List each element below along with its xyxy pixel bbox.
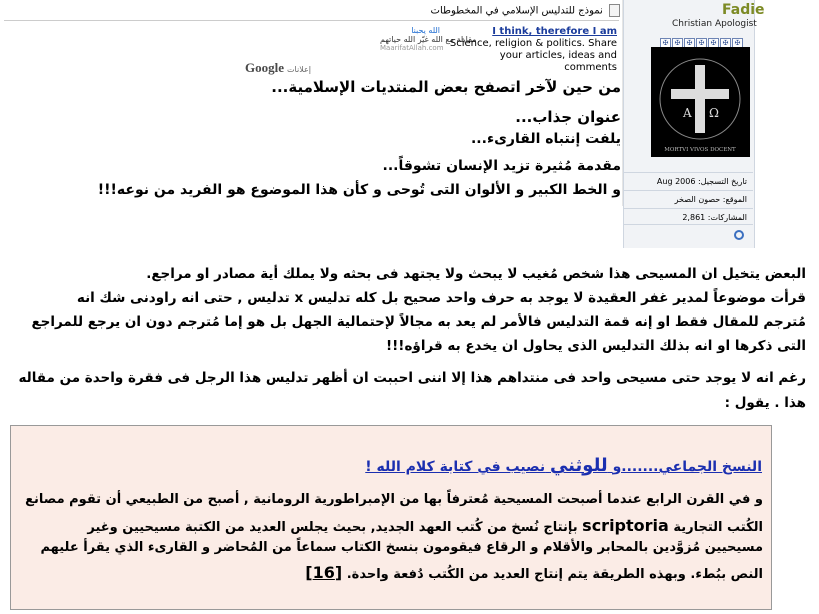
rank-star-icon: ✠ [684,38,695,49]
rank-star-icon: ✠ [672,38,683,49]
profile-location [623,190,753,207]
cross-avatar-icon [651,47,750,157]
body-line: هذا . يقول : [724,395,806,411]
rank-star-icon: ✠ [708,38,719,49]
quote-line [305,563,763,582]
quote-title-part: نصيب في كتابة كلام الله ! [365,459,546,475]
ad-text: مقابلة مع الله غيّر الله حياتهم [380,35,477,44]
omega-letter: Ω [709,106,719,120]
location-value: حصون الصخر [674,195,721,204]
body-line: التى ذكرها او انه بذلك التدليس الذى يحاول ان يخدع به قراؤه!!! [385,338,806,354]
rank-star-icon: ✠ [660,38,671,49]
body-line: رغم انه لا يوجد حتى مسيحى واحد فى منتداهم هذا إلا اننى احببت ان أظهر تدليس هذا الرجل فى فقرة واحدة من مقاله [18,370,806,386]
alpha-letter: A [683,106,692,120]
quote-latin-term: scriptoria [582,516,669,535]
google-logo: Google [245,60,284,75]
post-line-5: و الخط الكبير و الألوان التى تُوحى و كأن هذا الموضوع هو الفريد من نوعه!!! [97,182,621,198]
quote-text: النص ببُطء. وبهذه الطريقة يتم إنتاج العديد من الكُتب دُفعة واحدة. [346,567,763,582]
thread-title[interactable]: نموذج للتدليس الإسلامي في المخطوطات [430,5,603,17]
quote-text: الكُتب التجارية [673,520,763,535]
document-icon [609,4,620,17]
profile-post-count [623,208,753,225]
avatar-motto: MORTVI VIVOS DOCENT [664,147,736,153]
location-label: الموقع: [722,195,747,204]
ad-title[interactable]: الله يحبنا [411,26,440,35]
post-line-3: يلفت إنتباه القارىء... [470,131,621,147]
post-count-value: 2,861 [682,213,706,222]
rank-star-icon: ✠ [720,38,731,49]
rank-star-icon: ✠ [696,38,707,49]
blog-ad-link[interactable]: I think, therefore I am [492,26,617,37]
profile-join-date [623,172,753,189]
ad-url[interactable]: MaarifatAllah.com [380,44,444,52]
post-line-1: من حين لآخر اتصفح بعض المنتديات الإسلامية... [271,78,621,96]
user-title: Christian Apologist [672,19,757,29]
avatar[interactable] [651,47,750,157]
join-date-label: تاريخ التسجيل: [697,177,747,186]
post-line-4: مقدمة مُثيرة تزيد الإنسان تشوقاً... [382,158,621,174]
google-ads-label[interactable] [245,60,311,76]
body-line: قرأت موضوعاً لمدير غفر العقيدة لا يوجد به حرف واحد صحيح بل كله تدليس x تدليس , حتى انه راودنى شك انه [76,290,806,306]
globe-icon[interactable] [734,230,744,240]
thread-title-bar[interactable] [4,4,620,18]
ads-sub-label: إعلانات [287,65,311,74]
quote-title[interactable] [365,455,762,476]
join-date-value: Aug 2006 [656,177,696,186]
blog-ad[interactable] [445,26,617,74]
quote-title-part: النسخ الجماعي.......و [612,459,762,475]
quote-line [87,516,763,535]
blog-ad-desc: Science, religion & politics. Share your articles, ideas and comments [449,38,617,73]
footnote-reference[interactable]: [16] [305,563,343,582]
text-ad[interactable] [380,26,477,52]
body-line: البعض يتخيل ان المسيحى هذا شخص مُغيب لا يبحث ولا يجتهد فى بحثه ولا يملك أية مصادر او مراجع. [146,266,806,282]
post-count-label: المشاركات: [707,213,747,222]
quote-line: مسيحيين مُزوَّدين بالمحابر والأقلام و الرقاع فيقومون بنسخ الكتاب سماعاً من المُحاضر و القارىء الذي يقرأ عليهم [40,540,763,555]
username[interactable]: Fadie [722,2,765,18]
post-line-2: عنوان جذاب... [515,108,621,126]
quote-text: بإنتاج نُسخ من كُتب العهد الجديد, بحيث يجلس العديد من الكتبة مسيحيين وغير [87,520,578,535]
body-line: مُترجم للمقال فقط او إنه قمة التدليس فالأمر لم يعد به مجالاً لإحتمالية الجهل بل هو إما مُترجم دون ان يرجع للمراجع [31,314,806,330]
quote-title-emphasis: للوثني [549,455,608,476]
title-divider [4,20,619,21]
rank-star-icon: ✠ [732,38,743,49]
quote-line: و في القرن الرابع عندما أصبحت المسيحية مُعترفاً بها من الإمبراطورية الرومانية , أصبح من الطبيعي أن تقوم مصانع [25,492,763,507]
